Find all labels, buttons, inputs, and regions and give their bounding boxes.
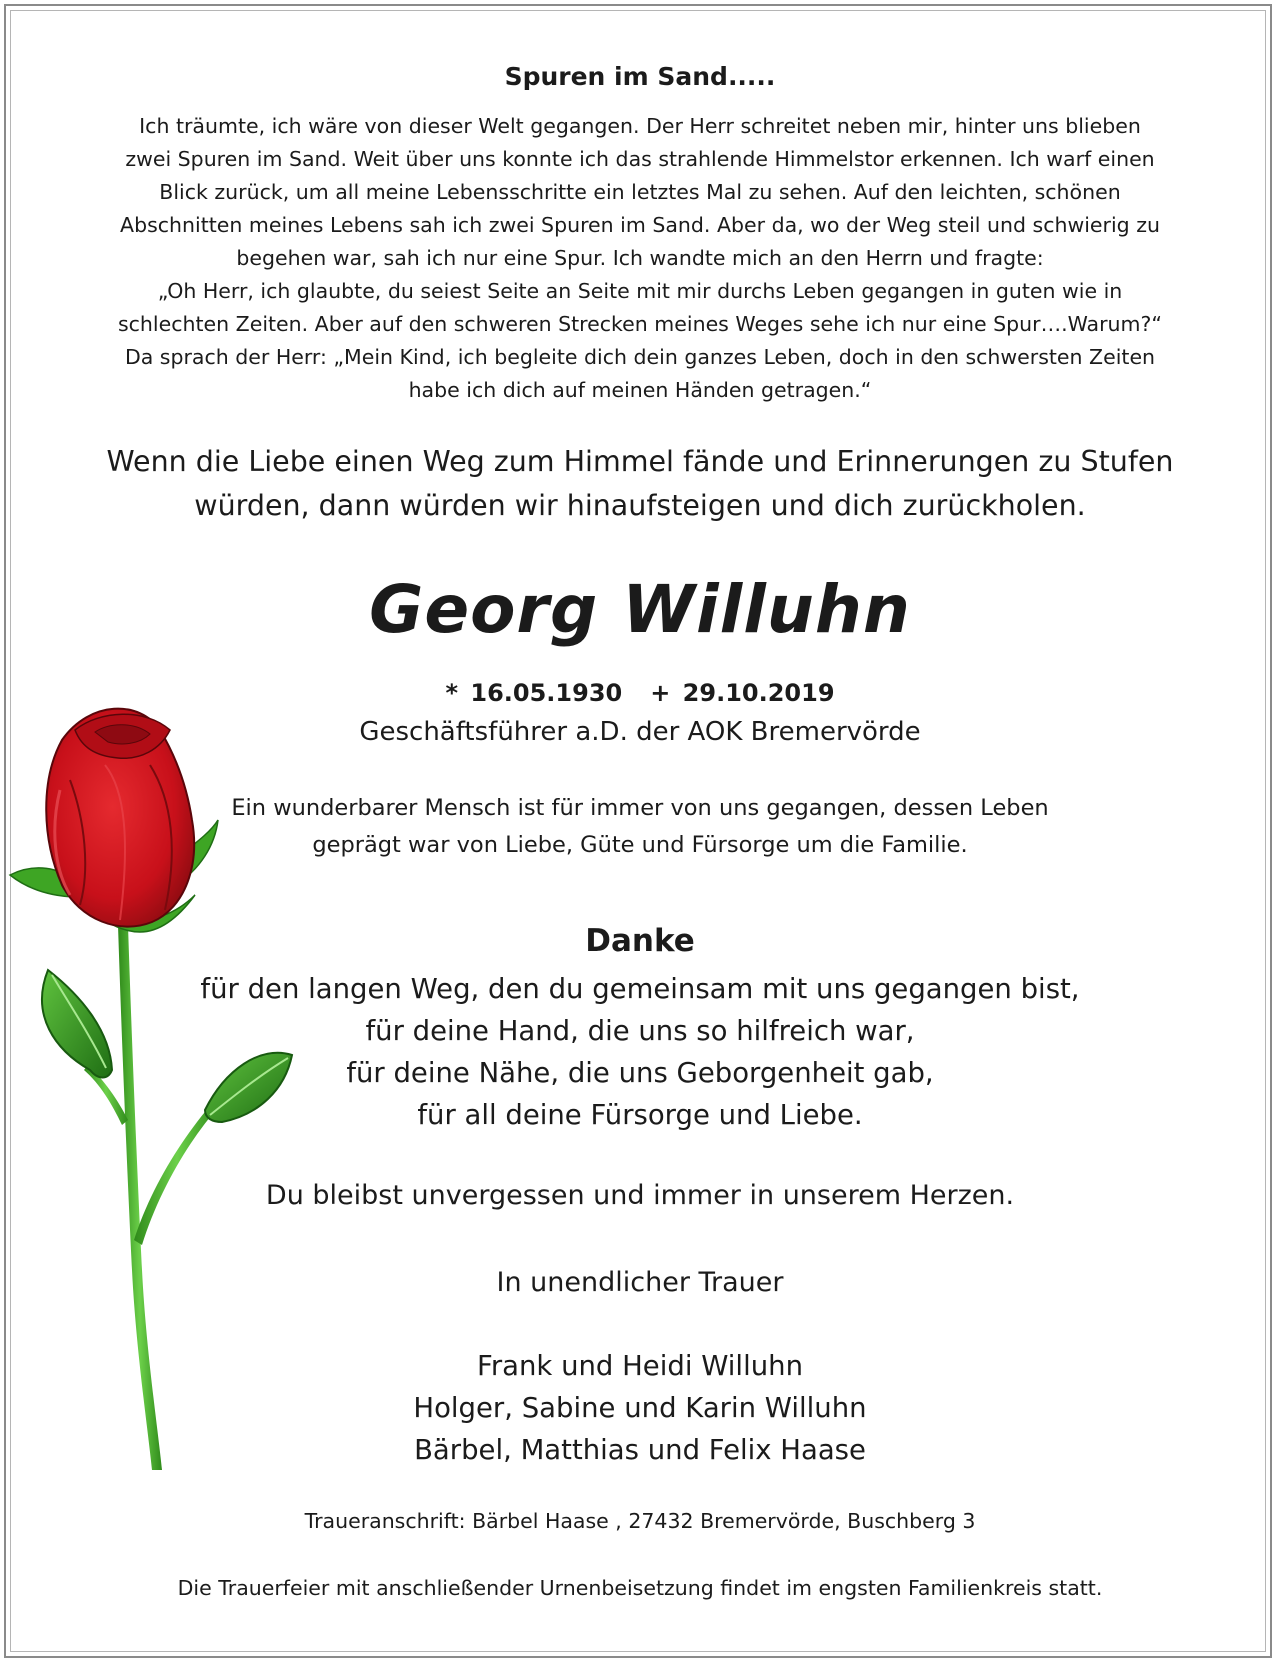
poem-line: zwei Spuren im Sand. Weit über uns konnte ich das strahlende Himmelstor erkennen. Ich warf einen <box>125 147 1155 171</box>
poem-line: begehen war, sah ich nur eine Spur. Ich wandte mich an den Herrn und fragte: <box>236 246 1044 270</box>
birth-date: * 16.05.1930 <box>445 679 623 707</box>
danke-line: für deine Nähe, die uns Geborgenheit gab, <box>346 1057 934 1089</box>
poem-line: Ich träumte, ich wäre von dieser Welt gegangen. Der Herr schreitet neben mir, hinter uns blieben <box>139 114 1141 138</box>
tribute-line: Ein wunderbarer Mensch ist für immer von uns gegangen, dessen Leben <box>231 795 1049 821</box>
poem-text <box>80 110 1200 407</box>
danke-heading: Danke <box>585 923 695 959</box>
mourning-address: Traueranschrift: Bärbel Haase , 27432 Bremervörde, Buschberg 3 <box>304 1509 976 1533</box>
poem-line: habe ich dich auf meinen Händen getragen.“ <box>408 378 872 402</box>
remembrance-line: Du bleibst unvergessen und immer in unserem Herzen. <box>265 1180 1015 1211</box>
family-member: Holger, Sabine und Karin Willuhn <box>413 1392 867 1424</box>
quote-line: Wenn die Liebe einen Weg zum Himmel fände und Erinnerungen zu Stufen <box>106 445 1174 478</box>
danke-line: für den langen Weg, den du gemeinsam mit uns gegangen bist, <box>200 973 1080 1005</box>
ceremony-note: Die Trauerfeier mit anschließender Urnenbeisetzung findet im engsten Familienkreis statt. <box>177 1576 1103 1600</box>
danke-line: für all deine Fürsorge und Liebe. <box>417 1099 863 1131</box>
mourning-line: In unendlicher Trauer <box>496 1267 784 1298</box>
poem-title: Spuren im Sand..... <box>504 62 776 91</box>
family-member: Frank und Heidi Willuhn <box>477 1350 803 1382</box>
quote-line: würden, dann würden wir hinaufsteigen und dich zurückholen. <box>194 489 1086 522</box>
red-rose-icon <box>0 670 310 1480</box>
poem-line: Blick zurück, um all meine Lebensschritte ein letztes Mal zu sehen. Auf den leichten, schönen <box>159 180 1121 204</box>
poem-line: schlechten Zeiten. Aber auf den schweren Strecken meines Weges sehe ich nur eine Spur….Warum?“ <box>117 312 1163 336</box>
poem-line: „Oh Herr, ich glaubte, du seiest Seite an Seite mit mir durchs Leben gegangen in guten wie in <box>157 279 1123 303</box>
poem-line: Da sprach der Herr: „Mein Kind, ich begleite dich dein ganzes Leben, doch in den schwersten Zeiten <box>124 345 1156 369</box>
family-member: Bärbel, Matthias und Felix Haase <box>414 1434 866 1466</box>
memorial-quote <box>100 440 1180 528</box>
poem-line: Abschnitten meines Lebens sah ich zwei Spuren im Sand. Aber da, wo der Weg steil und schwierig zu <box>120 213 1160 237</box>
danke-line: für deine Hand, die uns so hilfreich war, <box>365 1015 915 1047</box>
deceased-position: Geschäftsführer a.D. der AOK Bremervörde <box>359 717 921 747</box>
deceased-name: Georg Willuhn <box>369 571 911 648</box>
death-date: + 29.10.2019 <box>650 679 835 707</box>
tribute-line: geprägt war von Liebe, Güte und Fürsorge um die Familie. <box>312 832 968 858</box>
